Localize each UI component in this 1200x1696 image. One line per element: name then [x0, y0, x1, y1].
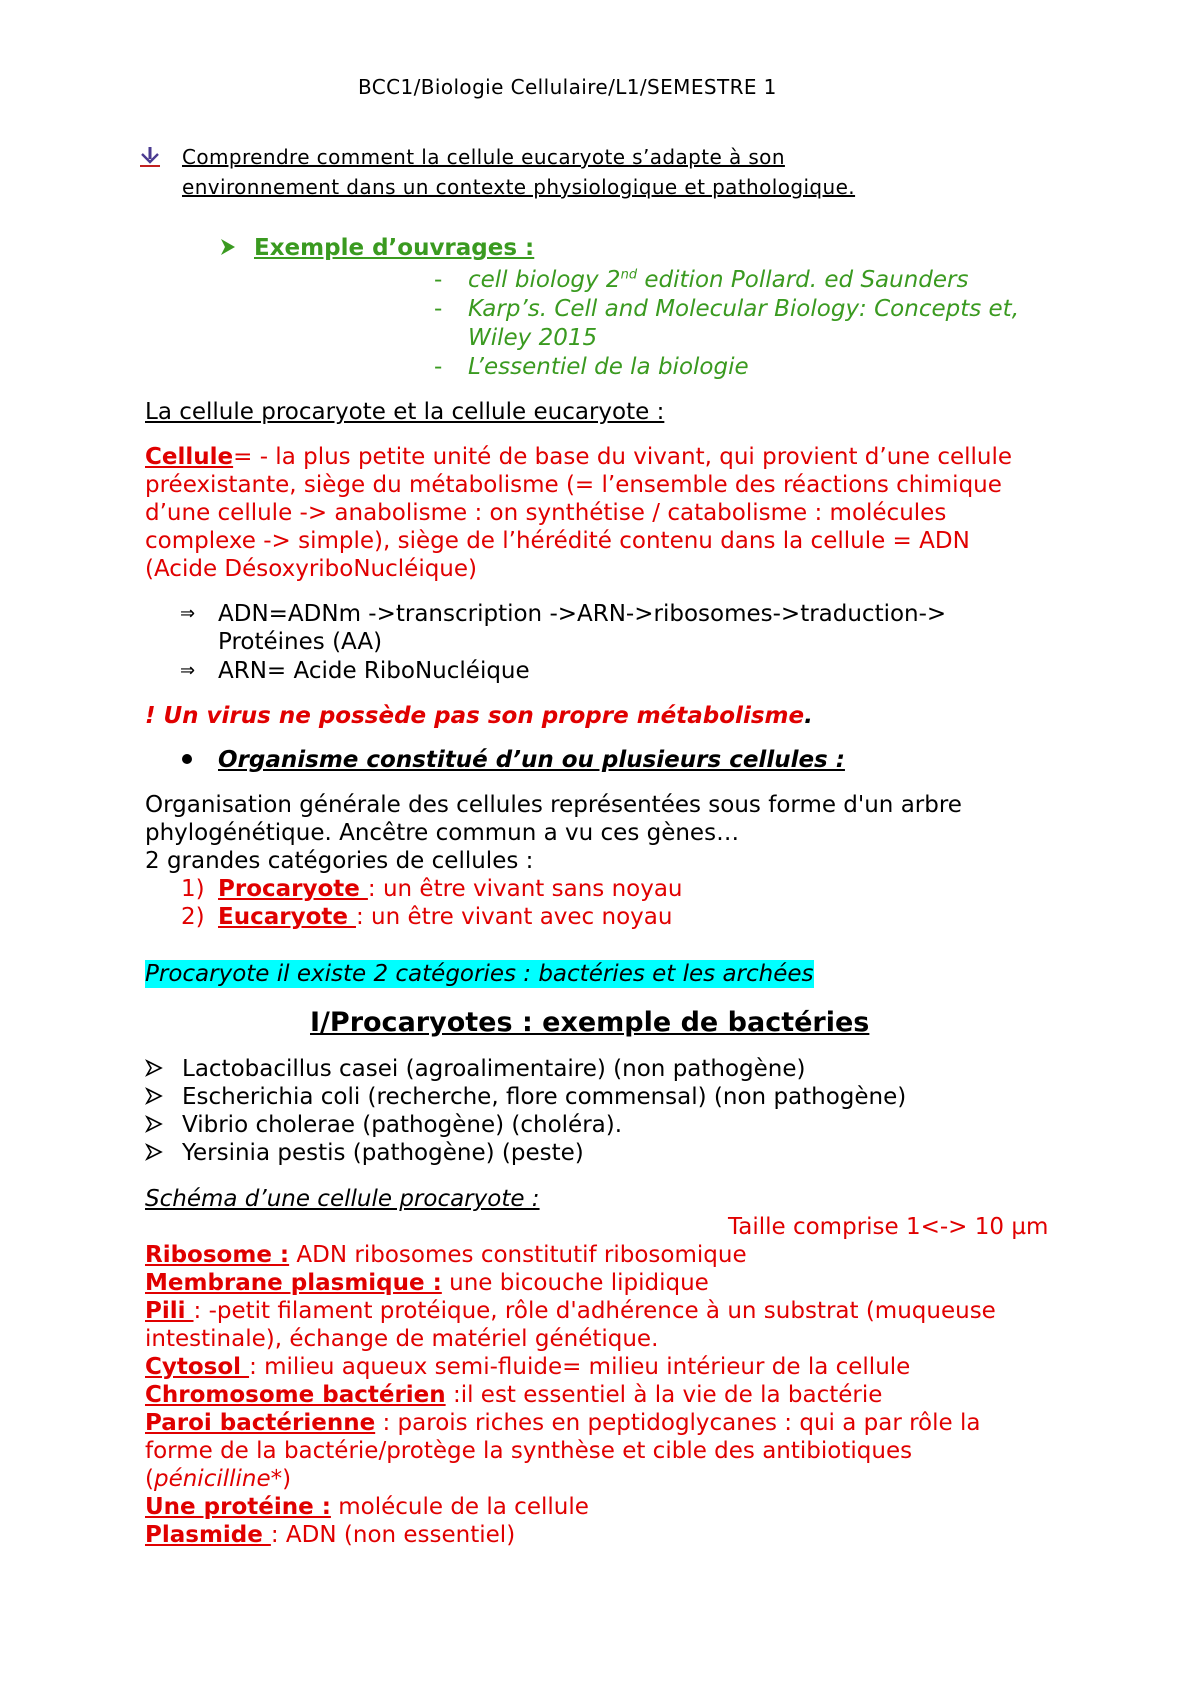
cellule-definition-line-1: Cellule= - la plus petite unité de base du vivant, qui provient d’une cellule [145, 444, 1013, 470]
arrow-item-1: ADN=ADNm ->transcription ->ARN->ribosomes->traduction-> [218, 601, 947, 627]
arrowhead-bullet-icon [145, 1087, 163, 1105]
down-arrow-bullet-icon [138, 144, 162, 168]
definition-ribosome: Ribosome : ADN ribosomes constitutif ribosomique [145, 1242, 747, 1268]
category-item-2: Eucaryote : un être vivant avec noyau [218, 904, 673, 930]
arrowhead-bullet-icon [145, 1059, 163, 1077]
dash-bullet: - [434, 354, 443, 380]
bacteria-item-2: Escherichia coli (recherche, flore commensal) (non pathogène) [182, 1084, 907, 1110]
bacteria-item-3: Vibrio cholerae (pathogène) (choléra). [182, 1112, 623, 1138]
objective-line-2: environnement dans un contexte physiologique et pathologique. [182, 175, 856, 199]
organisation-line-1: Organisation générale des cellules représentées sous forme d'un arbre [145, 792, 962, 818]
definition-paroi: Paroi bactérienne : parois riches en peptidoglycanes : qui a par rôle la [145, 1410, 981, 1436]
section-title: I/Procaryotes : exemple de bactéries [310, 1007, 870, 1038]
definition-pili-cont: intestinale), échange de matériel génétique. [145, 1326, 659, 1352]
dash-bullet: - [434, 267, 443, 293]
books-title: Exemple d’ouvrages : [254, 235, 535, 261]
book-item-2: Karp’s. Cell and Molecular Biology: Concepts et, [468, 296, 1020, 322]
cellule-definition-line-4: complexe -> simple), siège de l’hérédité contenu dans la cellule = ADN [145, 528, 970, 554]
definition-pili: Pili : -petit filament protéique, rôle d'adhérence à un substrat (muqueuse [145, 1298, 996, 1324]
double-arrow-icon: ⇒ [180, 660, 196, 681]
organisation-line-2: phylogénétique. Ancêtre commun a vu ces gènes… [145, 820, 740, 846]
arrowhead-bullet-icon [218, 237, 238, 257]
bacteria-item-1: Lactobacillus casei (agroalimentaire) (non pathogène) [182, 1056, 806, 1082]
definition-plasmide: Plasmide : ADN (non essentiel) [145, 1522, 516, 1548]
definition-paroi-cont: forme de la bactérie/protège la synthèse et cible des antibiotiques [145, 1438, 913, 1464]
category-number: 2) [181, 904, 205, 930]
arrowhead-bullet-icon [145, 1143, 163, 1161]
book-item-1: cell biology 2nd edition Pollard. ed Saunders [468, 267, 969, 293]
definition-paroi-tail: (pénicilline*) [145, 1466, 292, 1492]
book-item-3: L’essentiel de la biologie [468, 354, 749, 380]
cellule-definition-line-5: (Acide DésoxyriboNucléique) [145, 556, 478, 582]
highlighted-note: Procaryote il existe 2 catégories : bactéries et les archées [145, 961, 814, 987]
cellule-definition-line-3: d’une cellule -> anabolisme : on synthétise / catabolisme : molécules [145, 500, 947, 526]
category-item-1: Procaryote : un être vivant sans noyau [218, 876, 683, 902]
virus-note: ! Un virus ne possède pas son propre métabolisme. [145, 703, 813, 729]
dash-bullet: - [434, 296, 443, 322]
bacteria-item-4: Yersinia pestis (pathogène) (peste) [182, 1140, 584, 1166]
arrow-item-2: ARN= Acide RiboNucléique [218, 658, 530, 684]
cellule-definition-line-2: préexistante, siège du métabolisme (= l’ensemble des réactions chimique [145, 472, 1002, 498]
definition-chromosome: Chromosome bactérien :il est essentiel à la vie de la bactérie [145, 1382, 883, 1408]
definition-cytosol: Cytosol : milieu aqueux semi-fluide= milieu intérieur de la cellule [145, 1354, 911, 1380]
book-item-2-cont: Wiley 2015 [468, 325, 598, 351]
definition-membrane: Membrane plasmique : une bicouche lipidique [145, 1270, 709, 1296]
page-header: BCC1/Biologie Cellulaire/L1/SEMESTRE 1 [358, 75, 777, 99]
size-note: Taille comprise 1<-> 10 µm [728, 1214, 1049, 1240]
schema-title: Schéma d’une cellule procaryote : [145, 1186, 540, 1212]
objective-line-1: Comprendre comment la cellule eucaryote s’adapte à son [182, 145, 785, 169]
section-heading: La cellule procaryote et la cellule eucaryote : [145, 399, 665, 425]
organisation-line-3: 2 grandes catégories de cellules : [145, 848, 534, 874]
arrowhead-bullet-icon [145, 1115, 163, 1133]
round-bullet-icon [181, 750, 193, 762]
organisme-heading: Organisme constitué d’un ou plusieurs cellules : [218, 747, 845, 773]
double-arrow-icon: ⇒ [180, 603, 196, 624]
definition-proteine: Une protéine : molécule de la cellule [145, 1494, 589, 1520]
category-number: 1) [181, 876, 205, 902]
arrow-item-1-cont: Protéines (AA) [218, 629, 383, 655]
